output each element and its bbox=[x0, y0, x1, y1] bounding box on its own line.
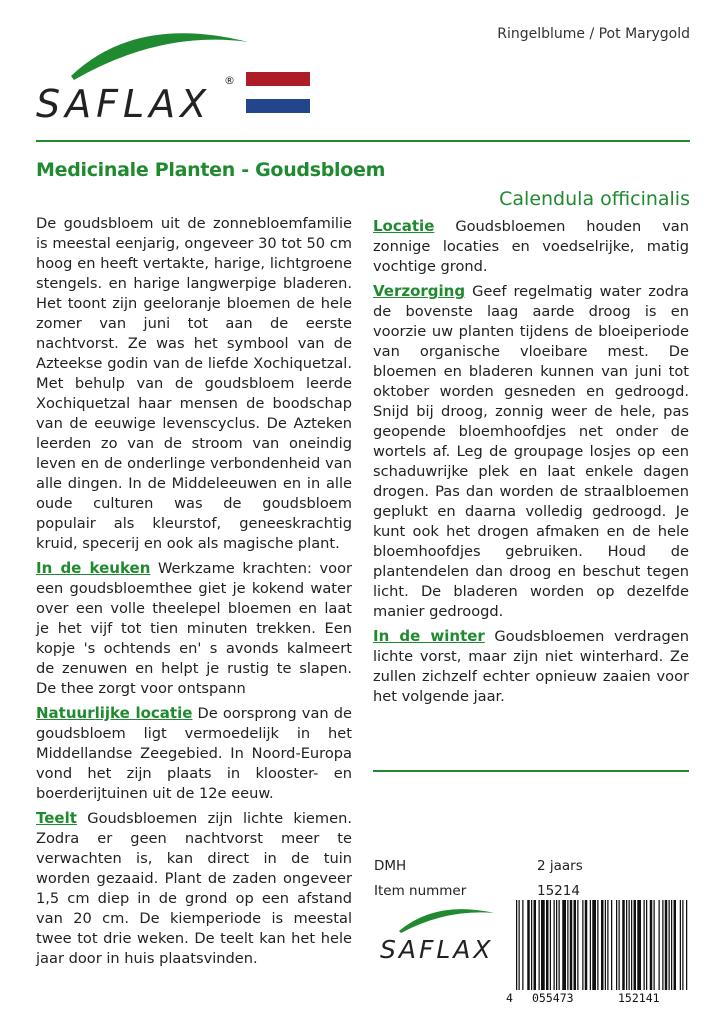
barcode-bar bbox=[601, 900, 604, 990]
barcode-bar bbox=[582, 900, 583, 990]
section-heading: Verzorging bbox=[373, 282, 466, 300]
barcode-bars bbox=[514, 900, 690, 990]
barcode-bar bbox=[522, 900, 523, 990]
barcode-bar bbox=[671, 900, 672, 990]
barcode-bar bbox=[619, 900, 620, 990]
barcode-bar bbox=[682, 900, 683, 990]
barcode-bar bbox=[669, 900, 670, 990]
barcode-bar bbox=[637, 900, 641, 990]
barcode-bar bbox=[546, 900, 549, 990]
barcode-bar bbox=[556, 900, 557, 990]
section-kitchen bbox=[36, 558, 352, 699]
logo-leaf-arc bbox=[396, 905, 496, 935]
section-heading: In de winter bbox=[373, 627, 485, 645]
barcode-bar bbox=[534, 900, 537, 990]
brand-logo bbox=[36, 24, 246, 124]
barcode-bar bbox=[585, 900, 588, 990]
barcode-bar bbox=[559, 900, 560, 990]
barcode-bar bbox=[592, 900, 596, 990]
logo-text: SAFLAX bbox=[380, 935, 494, 964]
barcode-bar bbox=[644, 900, 645, 990]
barcode-left-group: 055473 bbox=[532, 991, 574, 1005]
barcode-bar bbox=[605, 900, 606, 990]
barcode-bar bbox=[634, 900, 637, 990]
dmh-value: 2 jaars bbox=[537, 858, 583, 874]
barcode-bar bbox=[597, 900, 598, 990]
section-heading: In de keuken bbox=[36, 559, 151, 577]
barcode-bar bbox=[665, 900, 668, 990]
barcode-bar bbox=[574, 900, 577, 990]
section-heading: Natuurlijke locatie bbox=[36, 704, 193, 722]
barcode-bar bbox=[631, 900, 632, 990]
barcode-bar bbox=[626, 900, 627, 990]
registered-mark: ® bbox=[224, 74, 235, 87]
barcode-bar bbox=[650, 900, 653, 990]
barcode-bar bbox=[519, 900, 520, 990]
barcode-bar bbox=[616, 900, 617, 990]
barcode-bar bbox=[554, 900, 555, 990]
section-text: Werkzame krachten: voor een goudsbloemthee giet je kokend water over een volle theelepel bloemen en laat je het vijf tot tien minuten trekken. Een kopje 's ochtends en' s avonds kalmeert de zenuwen en helpt je rustig te slapen. De thee zorgt voor ontspann bbox=[36, 560, 353, 697]
barcode-bar bbox=[539, 900, 540, 990]
barcode-bar bbox=[680, 900, 681, 990]
right-column bbox=[373, 216, 689, 711]
section-heading: Locatie bbox=[373, 217, 435, 235]
barcode-bar bbox=[662, 900, 663, 990]
barcode-bar bbox=[516, 900, 517, 990]
section-text: Geef regelmatig water zodra de bovenste laag aarde droog is en voorzie uw planten tijdens de bloeiperiode van organische vloeibare mest. De bloemen en bladeren kunnen van juni tot oktober worden gesneden en gedroogd. Snijd bij droog, zonnig weer de hele, pas geopende bloemhoofdjes net onder de wortels af. Leg de groupage losjes op een schaduwrijke plek en laat enkele dagen drogen. Pas dan worden de straalbloemen geplukt en daarna volledig gedroogd. Je kunt ook het drogen afmaken en de hele bloemhoofdjes gebruiken. Houd de plantendelen dan droog en beschut tegen licht. De bladeren worden op dezelfde manier gedroogd. bbox=[373, 283, 689, 620]
dutch-flag-icon bbox=[246, 72, 310, 113]
barcode bbox=[506, 900, 690, 1010]
barcode-bar bbox=[622, 900, 625, 990]
section-care bbox=[373, 281, 689, 622]
header-divider bbox=[36, 140, 690, 142]
section-text: Goudsbloemen houden van zonnige locaties en voedselrijke, matig vochtige grond. bbox=[373, 218, 689, 275]
barcode-bar bbox=[577, 900, 578, 990]
barcode-bar bbox=[527, 900, 530, 990]
barcode-right-group: 152141 bbox=[618, 991, 660, 1005]
right-column-divider bbox=[373, 770, 689, 772]
intro-text: De goudsbloem uit de zonnebloemfamilie is meestal eenjarig, ongeveer 30 tot 50 cm hoog en heeft vertakte, harige, lichtgroene stengels. en harige langwerpige bladeren. Het toont zijn geeloranje bloemen de hele zomer van juni tot aan de eerste nachtvorst. Ze was het symbool van de Azteekse godin van de liefde Xochiquetzal. Met behulp van de goudsbloem leerde Xochiquetzal haar mensen de boodschap van de eeuwige levenscyclus. De Azteken leerden zo van de stroom van oneindig leven en de onderlinge verbondenheid van alle dingen. In de Middeleeuwen en in alle oude culturen was de goudsbloem populair als kleurstof, geneeskrachtig kruid, specerij en ook als magische plant. bbox=[36, 215, 352, 552]
latin-name: Calendula officinalis bbox=[499, 188, 690, 210]
barcode-bar bbox=[590, 900, 591, 990]
section-cultivation bbox=[36, 808, 352, 969]
barcode-bar bbox=[550, 900, 551, 990]
barcode-bar bbox=[531, 900, 532, 990]
product-name: Ringelblume / Pot Marygold bbox=[497, 26, 690, 42]
barcode-bar bbox=[562, 900, 566, 990]
section-text: Goudsbloemen verdragen lichte vorst, maar zijn niet winterhard. Ze zullen zichzelf echter opnieuw zaaien voor het volgende jaar. bbox=[373, 628, 689, 705]
item-number-label: Item nummer bbox=[374, 883, 467, 899]
barcode-bar bbox=[646, 900, 647, 990]
item-number-value: 15214 bbox=[537, 883, 580, 899]
section-heading: Teelt bbox=[36, 809, 77, 827]
section-text: De oorsprong van de goudsbloem ligt vermoedelijk in het Middellandse Zeegebied. In Noord-Europa vond het zijn plaats in klooster- en boerderijtuinen uit de 12e eeuw. bbox=[36, 705, 352, 802]
left-column bbox=[36, 214, 352, 973]
barcode-bar bbox=[567, 900, 568, 990]
barcode-bar bbox=[541, 900, 545, 990]
brand-logo-small bbox=[374, 905, 504, 975]
barcode-bar bbox=[659, 900, 660, 990]
barcode-bar bbox=[607, 900, 608, 990]
section-winter bbox=[373, 626, 689, 707]
barcode-bar bbox=[674, 900, 677, 990]
barcode-bar bbox=[686, 900, 687, 990]
barcode-first-digit: 4 bbox=[506, 991, 513, 1005]
section-text: Goudsbloemen zijn lichte kiemen. Zodra er geen nachtvorst meer te verwachten is, kan direct in de tuin worden gezaaid. Plant de zaden ongeveer 1,5 cm diep in de grond op een afstand van 20 cm. De kiemperiode is meestal twee tot drie weken. De teelt kan het hele jaar door in huis plaatsvinden. bbox=[36, 810, 352, 967]
section-natural-location bbox=[36, 703, 352, 804]
dmh-label: DMH bbox=[374, 858, 407, 874]
barcode-bar bbox=[629, 900, 630, 990]
section-location bbox=[373, 216, 689, 277]
logo-text: SAFLAX bbox=[36, 82, 212, 126]
page-title: Medicinale Planten - Goudsbloem bbox=[36, 159, 386, 181]
barcode-bar bbox=[570, 900, 573, 990]
barcode-bar bbox=[611, 900, 612, 990]
barcode-bar bbox=[654, 900, 655, 990]
